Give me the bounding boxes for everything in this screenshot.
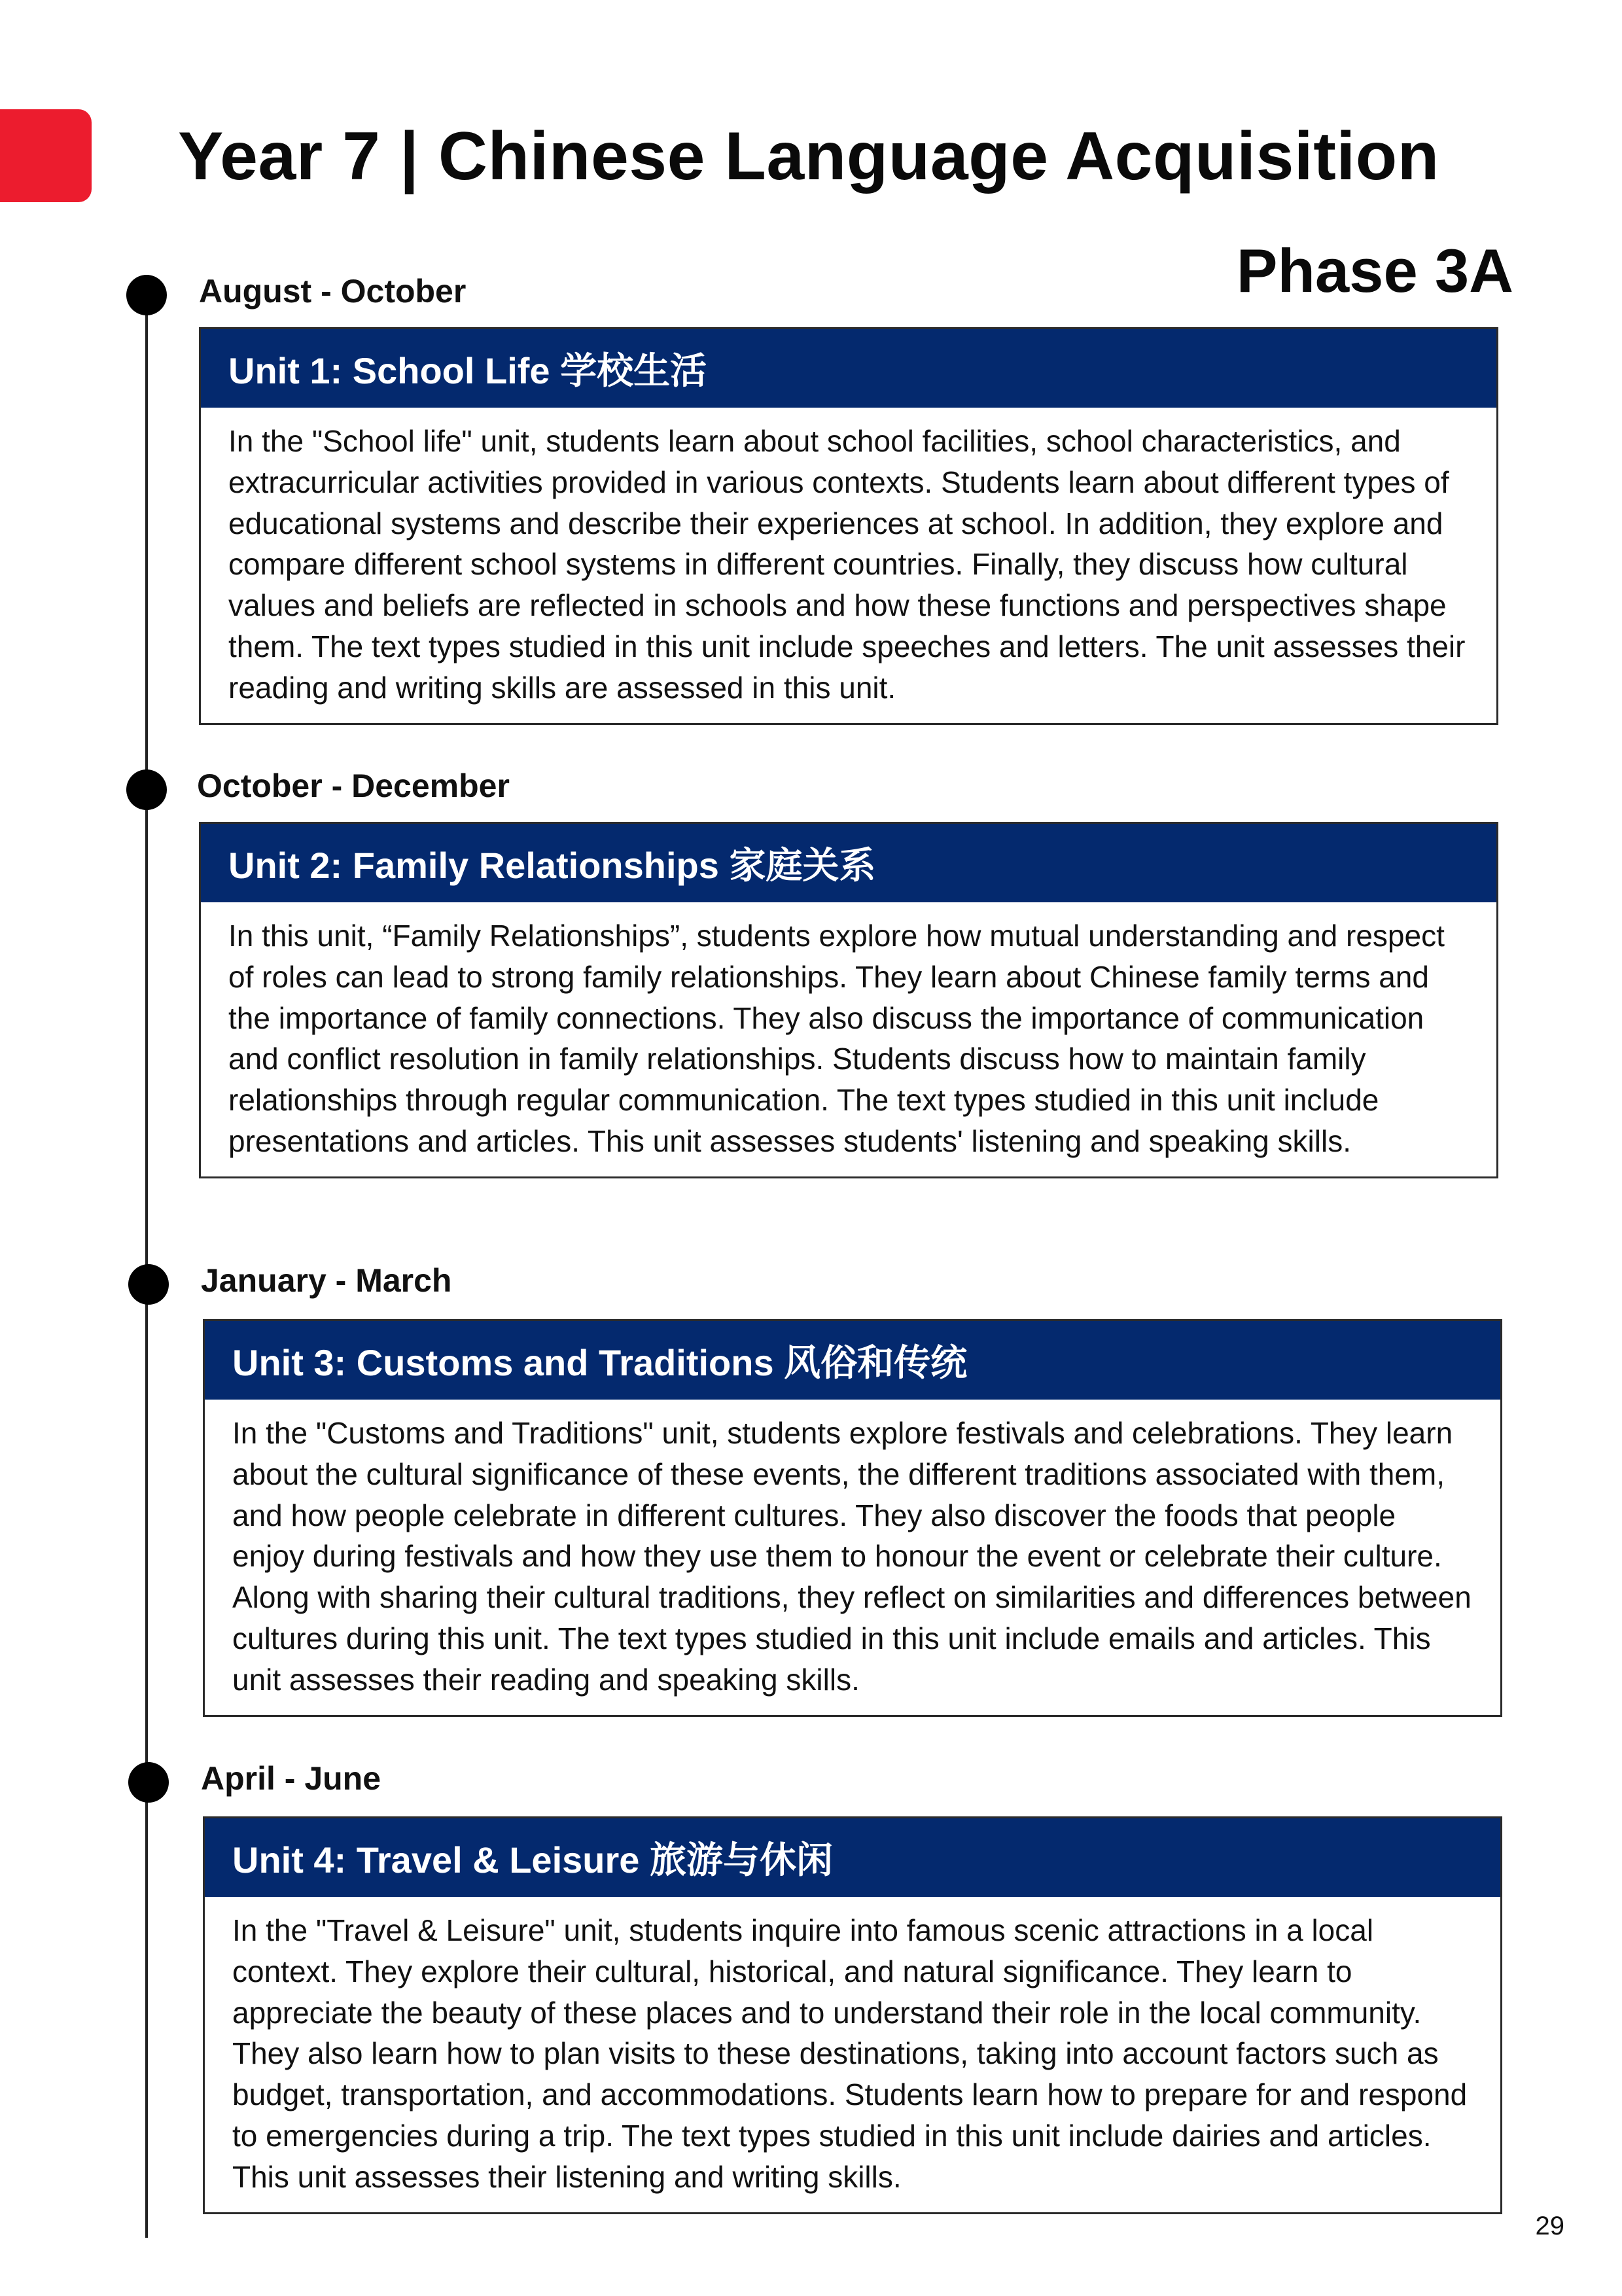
unit-title: Unit 3: Customs and Traditions 风俗和传统: [205, 1321, 1500, 1400]
unit-description: In the "Travel & Leisure" unit, students inquire into famous scenic attractions in a local context. They explore their cultural, historical, and natural significance. They learn to appreciate the beauty of these places and to understand their role in the local community. They also learn how to plan visits to these destinations, taking into account factors such as budget, transportation, and accommodations. Students learn how to prepare for and respond to emergencies during a trip. The text types studied in this unit include dairies and articles. This unit assesses their listening and writing skills.: [232, 1913, 1468, 2194]
timeline-dot: [126, 769, 167, 810]
unit-description: In the "School life" unit, students learn about school facilities, school characteristics, and extracurricular activities provided in various contexts. Students learn about different types of educational systems and describe their experiences at school. In addition, they explore and compare different school systems in different countries. Finally, they discuss how cultural values and beliefs are reflected in schools and how these functions and perspectives shape them. The text types studied in this unit include speeches and letters. The unit assesses their reading and writing skills are assessed in this unit.: [228, 424, 1466, 705]
unit-card: [199, 327, 1498, 725]
unit-title: Unit 1: School Life 学校生活: [201, 329, 1496, 408]
page-title: Year 7 | Chinese Language Acquisition: [178, 118, 1439, 194]
period-label: January - March: [201, 1262, 452, 1299]
unit-card: [203, 1319, 1502, 1717]
timeline-dot: [128, 1264, 169, 1305]
phase-label: Phase 3A: [1236, 236, 1513, 305]
page-number: 29: [1535, 2212, 1564, 2240]
unit-description: In this unit, “Family Relationships”, students explore how mutual understanding and respect of roles can lead to strong family relationships. They learn about Chinese family terms and the importance of family connections. They also discuss the importance of communication and conflict resolution in family relationships. Students discuss how to maintain family relationships through regular communication. The text types studied in this unit include presentations and articles. This unit assesses students' listening and speaking skills.: [228, 919, 1445, 1158]
unit-description: In the "Customs and Traditions" unit, students explore festivals and celebrations. They learn about the cultural significance of these events, the different traditions associated with them, and how people celebrate in different cultures. They also discover the foods that people enjoy during festivals and how they use them to honour the event or celebrate their culture. Along with sharing their cultural traditions, they reflect on similarities and differences between cultures during this unit. The text types studied in this unit include emails and articles. This unit assesses their reading and speaking skills.: [232, 1416, 1472, 1697]
timeline-dot: [126, 275, 167, 315]
red-accent-tab: [0, 109, 92, 202]
unit-card: [199, 822, 1498, 1178]
period-label: October - December: [197, 768, 510, 804]
unit-title: Unit 4: Travel & Leisure 旅游与休闲: [205, 1818, 1500, 1897]
timeline-dot: [128, 1762, 169, 1803]
unit-title: Unit 2: Family Relationships 家庭关系: [201, 824, 1496, 902]
unit-card: [203, 1816, 1502, 2214]
period-label: August - October: [199, 273, 467, 309]
period-label: April - June: [201, 1760, 381, 1797]
